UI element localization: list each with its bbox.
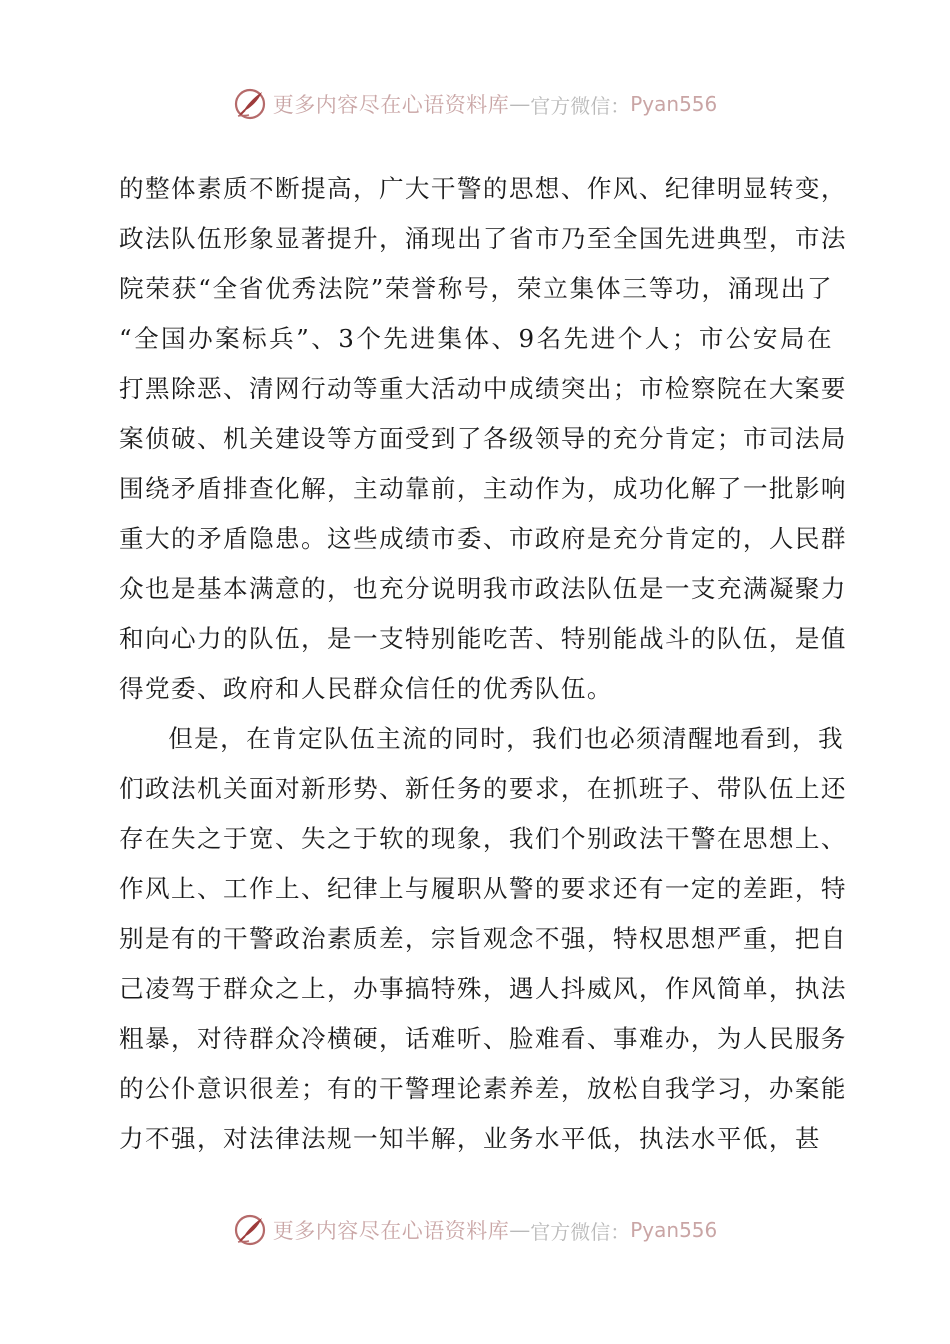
banner-dash: — xyxy=(509,1218,531,1242)
document-body xyxy=(119,164,847,1164)
text-line: 存在失之于宽、失之于软的现象，我们个别政法干警在思想上、 xyxy=(119,824,847,853)
text-line: 的公仆意识很差；有的干警理论素养差，放松自我学习，办案能 xyxy=(119,1074,847,1103)
text-line: 打黑除恶、清网行动等重大活动中成绩突出；市检察院在大案要 xyxy=(119,374,847,403)
text-line: 和向心力的队伍，是一支特别能吃苦、特别能战斗的队伍，是值 xyxy=(119,624,847,653)
brand-text: 更多内容尽在心语资料库 xyxy=(272,1219,510,1243)
text-line: 粗暴，对待群众冷横硬，话难听、脸难看、事难办，为人民服务 xyxy=(119,1024,847,1053)
text-line: “全国办案标兵”、3个先进集体、9名先进个人；市公安局在 xyxy=(119,324,833,353)
header-banner xyxy=(0,82,950,126)
text-line: 众也是基本满意的，也充分说明我市政法队伍是一支充满凝聚力 xyxy=(119,574,847,603)
banner-dash: — xyxy=(509,92,531,116)
text-line: 己凌驾于群众之上，办事搞特殊，遇人抖威风，作风简单，执法 xyxy=(119,974,847,1003)
text-line: 政法队伍形象显著提升，涌现出了省市乃至全国先进典型，市法 xyxy=(119,224,847,253)
wechat-label: 官方微信： xyxy=(530,1219,631,1244)
footer-banner xyxy=(0,1208,950,1252)
wechat-id: Pyan556 xyxy=(630,1218,718,1242)
text-line: 们政法机关面对新形势、新任务的要求，在抓班子、带队伍上还 xyxy=(119,774,847,803)
text-line: 别是有的干警政治素质差，宗旨观念不强，特权思想严重，把自 xyxy=(119,924,847,953)
text-line: 得党委、政府和人民群众信任的优秀队伍。 xyxy=(119,674,613,703)
text-line: 案侦破、机关建设等方面受到了各级领导的充分肯定；市司法局 xyxy=(119,424,847,453)
text-line: 围绕矛盾排查化解，主动靠前，主动作为，成功化解了一批影响 xyxy=(119,474,847,503)
wechat-id: Pyan556 xyxy=(630,92,718,116)
paragraph-1 xyxy=(119,164,847,714)
paragraph-2 xyxy=(119,714,847,1164)
quill-pen-logo-icon xyxy=(233,87,267,121)
wechat-label: 官方微信： xyxy=(530,93,631,118)
text-line: 作风上、工作上、纪律上与履职从警的要求还有一定的差距，特 xyxy=(119,874,847,903)
brand-text: 更多内容尽在心语资料库 xyxy=(272,93,510,117)
text-line: 院荣获“全省优秀法院”荣誉称号，荣立集体三等功，涌现出了 xyxy=(119,274,833,303)
text-line: 的整体素质不断提高，广大干警的思想、作风、纪律明显转变， xyxy=(119,174,847,203)
text-line: 重大的矛盾隐患。这些成绩市委、市政府是充分肯定的，人民群 xyxy=(119,524,847,553)
text-line: 力不强，对法律法规一知半解，业务水平低，执法水平低，甚 xyxy=(119,1124,821,1153)
text-line: 但是，在肯定队伍主流的同时，我们也必须清醒地看到，我 xyxy=(168,724,845,753)
quill-pen-logo-icon xyxy=(233,1213,267,1247)
